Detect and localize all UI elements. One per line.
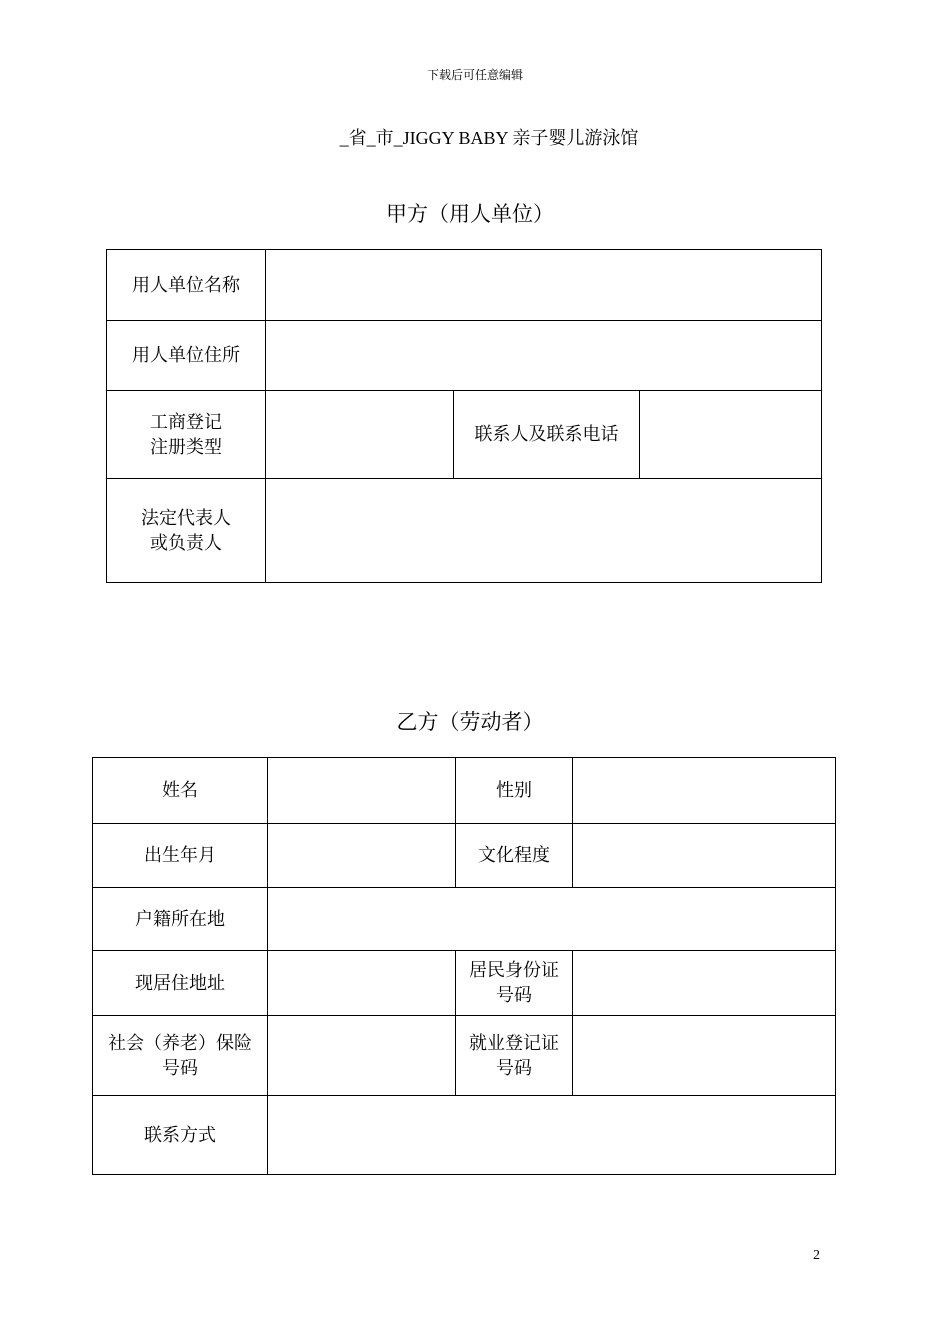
page-number: 2: [813, 1248, 820, 1263]
registration-type-label: 工商登记 注册类型: [107, 391, 266, 479]
company-address-field[interactable]: [266, 321, 822, 391]
current-address-label: 现居住地址: [93, 951, 268, 1016]
id-number-field[interactable]: [573, 951, 836, 1016]
table-row: [93, 1016, 836, 1096]
social-insurance-field[interactable]: [268, 1016, 456, 1096]
document-title: _省_市_JIGGY BABY 亲子婴儿游泳馆: [339, 128, 639, 148]
employment-reg-field[interactable]: [573, 1016, 836, 1096]
name-field[interactable]: [268, 758, 456, 824]
party-b-title: 乙方（劳动者）: [396, 710, 544, 734]
education-field[interactable]: [573, 824, 836, 888]
contact-method-label: 联系方式: [93, 1096, 268, 1175]
gender-label: 性别: [456, 758, 573, 824]
contact-method-field[interactable]: [268, 1096, 836, 1175]
education-label: 文化程度: [456, 824, 573, 888]
id-number-label: 居民身份证 号码: [456, 951, 573, 1016]
birth-date-label: 出生年月: [93, 824, 268, 888]
table-row: [107, 321, 822, 391]
household-registration-field[interactable]: [268, 888, 836, 951]
birth-date-field[interactable]: [268, 824, 456, 888]
table-row: [93, 888, 836, 951]
party-a-title: 甲方（用人单位）: [386, 202, 554, 226]
party-b-table: [92, 757, 836, 1175]
table-row: [93, 1096, 836, 1175]
header-note: 下载后可任意编辑: [426, 68, 523, 82]
table-row: [107, 479, 822, 583]
household-registration-label: 户籍所在地: [93, 888, 268, 951]
current-address-field[interactable]: [268, 951, 456, 1016]
company-name-field[interactable]: [266, 250, 822, 321]
contact-field[interactable]: [640, 391, 822, 479]
gender-field[interactable]: [573, 758, 836, 824]
registration-type-field[interactable]: [266, 391, 454, 479]
company-address-label: 用人单位住所: [107, 321, 266, 391]
social-insurance-label: 社会（养老）保险 号码: [93, 1016, 268, 1096]
contact-label: 联系人及联系电话: [454, 391, 640, 479]
table-row: [93, 824, 836, 888]
table-row: [93, 951, 836, 1016]
table-row: [107, 250, 822, 321]
legal-rep-field[interactable]: [266, 479, 822, 583]
table-row: [107, 391, 822, 479]
company-name-label: 用人单位名称: [107, 250, 266, 321]
legal-rep-label: 法定代表人 或负责人: [107, 479, 266, 583]
name-label: 姓名: [93, 758, 268, 824]
employment-reg-label: 就业登记证 号码: [456, 1016, 573, 1096]
table-row: [93, 758, 836, 824]
party-a-table: [106, 249, 822, 583]
